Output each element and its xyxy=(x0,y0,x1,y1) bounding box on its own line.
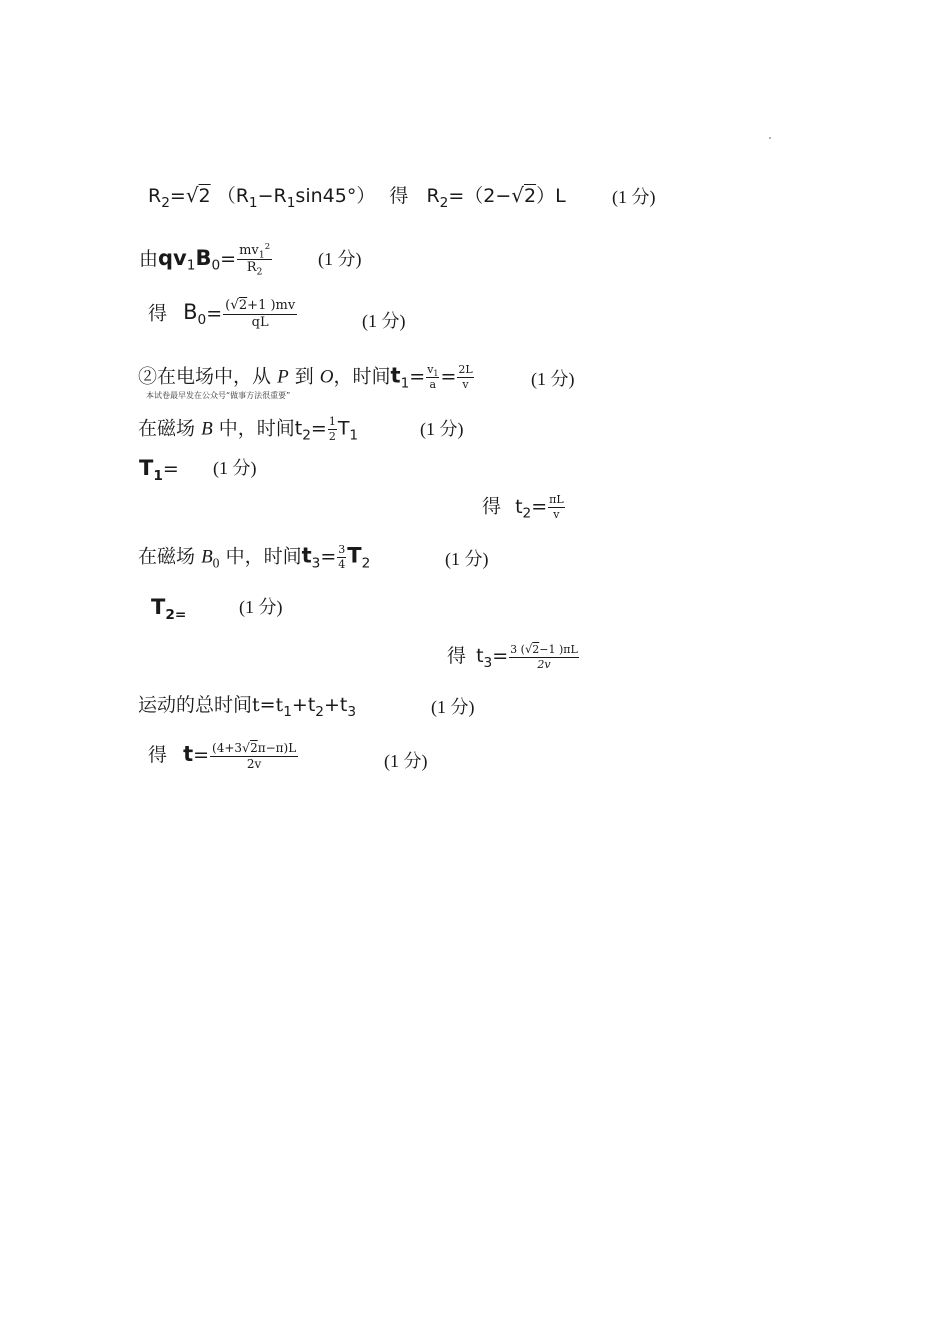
b-symbol: B xyxy=(195,245,212,270)
equals-sign: = xyxy=(206,302,223,325)
total-time-text: 运动的总时间t=t xyxy=(138,694,284,716)
equation-line-t2 xyxy=(138,416,358,443)
equation-line-T2 xyxy=(151,595,187,623)
score-line-3: (1 分) xyxy=(362,311,406,331)
fraction-b0: $\frac{(√2+1 )mv}{qL}$ xyxy=(225,297,296,331)
period-t1: T xyxy=(337,417,350,440)
frac-numerator: mv xyxy=(239,243,259,258)
score-line-8: (1 分) xyxy=(445,549,489,569)
t2-subscript: 2 xyxy=(522,505,532,522)
equation-line-r2 xyxy=(148,183,566,211)
frac-num-sub: 1 xyxy=(258,249,265,261)
sqrt-argument: 2 xyxy=(198,185,211,207)
frac-num: 3 xyxy=(337,544,346,558)
time-text: 中，时间 xyxy=(218,417,295,440)
t2-subscript: 2 xyxy=(302,427,311,444)
score-line-9: (1 分) xyxy=(239,597,283,617)
de-label: 得 xyxy=(447,645,467,668)
qv-symbol: qv xyxy=(158,245,187,270)
plus-t2: +t xyxy=(291,694,316,716)
stray-dot xyxy=(769,137,771,139)
score-line-11: (1 分) xyxy=(431,697,475,717)
v1-subscript: 1 xyxy=(186,257,196,274)
sub-1: 1 xyxy=(283,703,292,720)
frac-den: v xyxy=(462,378,469,392)
t3-subscript: 3 xyxy=(483,654,493,671)
frac-den: 2v xyxy=(246,757,262,772)
t2-symbol: t xyxy=(294,417,303,440)
fraction-pil-over-v xyxy=(548,494,565,521)
frac-num-pre: (4+3 xyxy=(212,741,243,755)
equals-sign: = xyxy=(162,458,179,480)
fraction-total-t: $\frac{(4+3√2\pi-\pi)L}{2v}$ xyxy=(212,740,297,772)
equation-line-qvb xyxy=(139,240,273,278)
plus-t3: +t xyxy=(323,694,348,716)
b0-subscript: 0 xyxy=(211,257,221,274)
b-symbol: B xyxy=(183,300,198,325)
frac-num: 1 xyxy=(328,416,337,430)
score-line-5: (1 分) xyxy=(420,419,464,439)
electric-field-text: ②在电场中，从 xyxy=(138,365,272,388)
equals-sign-2: = xyxy=(440,365,457,388)
r2-result-subscript: 2 xyxy=(439,194,449,211)
sub-3: 3 xyxy=(347,703,357,720)
equals-sign: = xyxy=(409,365,426,388)
point-o: O xyxy=(319,366,334,388)
frac-num-pre: 3 ( xyxy=(510,643,525,656)
frac-denominator: R xyxy=(246,260,257,276)
frac-den: 4 xyxy=(338,558,346,572)
period-t1-subscript: 1 xyxy=(153,467,163,484)
t3-symbol: t xyxy=(301,543,312,568)
time-text: ，时间 xyxy=(333,365,391,388)
equation-line-T1 xyxy=(139,456,179,484)
fraction-2l-over-v xyxy=(457,364,473,391)
you-label: 由 xyxy=(139,247,159,270)
frac-num-sqrt: 2 xyxy=(250,741,258,755)
score-line-12: (1 分) xyxy=(384,751,428,771)
t1-subscript: 1 xyxy=(400,375,410,392)
paren-r1: （R xyxy=(216,185,249,207)
fraction-three-quarters xyxy=(337,544,346,571)
t3-symbol: t xyxy=(476,645,484,668)
score-line-1: (1 分) xyxy=(612,187,656,207)
magnetic-field-text: 在磁场 xyxy=(138,545,196,568)
frac-num-sqrt: 2 xyxy=(238,298,248,313)
minus-r1: −R xyxy=(257,185,287,207)
score-line-2: (1 分) xyxy=(318,249,362,269)
point-p: P xyxy=(277,366,289,388)
frac-den-sub: 2 xyxy=(256,266,263,278)
t3-subscript: 3 xyxy=(311,555,321,572)
equation-line-t-result xyxy=(148,741,299,771)
fraction-v1-over-a xyxy=(426,364,439,391)
b0-subscript: 0 xyxy=(197,312,207,329)
frac-denominator: qL xyxy=(251,315,269,331)
de-label: 得 xyxy=(148,302,168,325)
equation-line-b0 xyxy=(148,298,298,331)
r1b-subscript: 1 xyxy=(286,194,296,211)
sqrt-two-result: √2 xyxy=(511,183,537,207)
equals-sign: = xyxy=(193,744,210,767)
period-t2: T xyxy=(347,543,362,568)
fraction-half xyxy=(328,416,337,443)
r2-result-end: ）L xyxy=(536,185,566,207)
frac-den: a xyxy=(429,378,437,392)
frac-num-open: ( xyxy=(225,298,231,313)
de-label: 得 xyxy=(482,495,502,518)
equals-sign: = xyxy=(220,247,237,270)
period-t1: T xyxy=(139,456,154,480)
frac-num-sqrt: 2 xyxy=(532,643,540,656)
period-t2-subscript: 2= xyxy=(165,606,187,623)
r2-subscript: 2 xyxy=(161,194,170,211)
equation-line-total xyxy=(138,694,357,720)
equals-sign: = xyxy=(531,495,548,518)
field-b0: B xyxy=(201,546,213,568)
frac-num-sub: 1 xyxy=(433,368,439,378)
score-line-4: (1 分) xyxy=(531,369,575,389)
r2-result-eq: =（2− xyxy=(448,185,512,207)
equals-sign: = xyxy=(169,185,186,207)
equals-sign: = xyxy=(310,417,327,440)
frac-den: v xyxy=(553,508,560,522)
frac-num: 2L xyxy=(457,364,473,378)
frac-num: πL xyxy=(548,494,565,508)
score-line-6: (1 分) xyxy=(213,458,257,478)
sin45: sin45°） xyxy=(295,185,376,207)
sqrt-two: √2 xyxy=(185,183,211,207)
magnetic-field-text: 在磁场 xyxy=(138,417,196,440)
frac-num-rest: +1 )mv xyxy=(247,298,296,313)
equation-line-t2-result xyxy=(482,494,566,521)
watermark-text: 本试卷最早发在公众号“做事方法很重要” xyxy=(146,391,291,400)
equation-line-t3 xyxy=(138,544,370,571)
equals-sign: = xyxy=(320,545,337,568)
t-symbol: t xyxy=(183,742,194,767)
sub-2: 2 xyxy=(315,703,324,720)
t1-symbol: t xyxy=(390,363,401,388)
frac-num-sup: 2 xyxy=(264,240,271,251)
fraction-mv2-over-r2 xyxy=(237,240,272,278)
period-t2: T xyxy=(151,595,166,619)
t2-symbol: t xyxy=(515,495,523,518)
frac-num-rest: −1 )πL xyxy=(539,643,578,656)
frac-num-rest: π−π)L xyxy=(257,741,297,755)
period-t1-subscript: 1 xyxy=(349,427,359,444)
equation-line-t3-result xyxy=(447,643,580,671)
equals-sign: = xyxy=(492,645,509,668)
to-text: 到 xyxy=(294,365,314,388)
field-b0-subscript: 0 xyxy=(212,555,220,571)
r1-subscript: 1 xyxy=(248,194,258,211)
frac-den: 2v xyxy=(537,658,551,672)
fraction-t3: $\frac{3 (√2-1 )\pi L}{2v}$ xyxy=(510,642,578,672)
frac-num: v xyxy=(427,363,434,376)
frac-den: 2 xyxy=(328,430,336,444)
time-text: 中，时间 xyxy=(225,545,302,568)
de-label: 得 xyxy=(389,185,409,207)
sqrt-argument-result: 2 xyxy=(524,185,537,207)
r2-symbol: R xyxy=(148,185,162,207)
equation-line-t1 xyxy=(138,364,475,391)
de-label: 得 xyxy=(148,744,168,767)
period-t2-subscript: 2 xyxy=(361,555,371,572)
field-b: B xyxy=(201,418,213,440)
r2-result-symbol: R xyxy=(426,185,440,207)
